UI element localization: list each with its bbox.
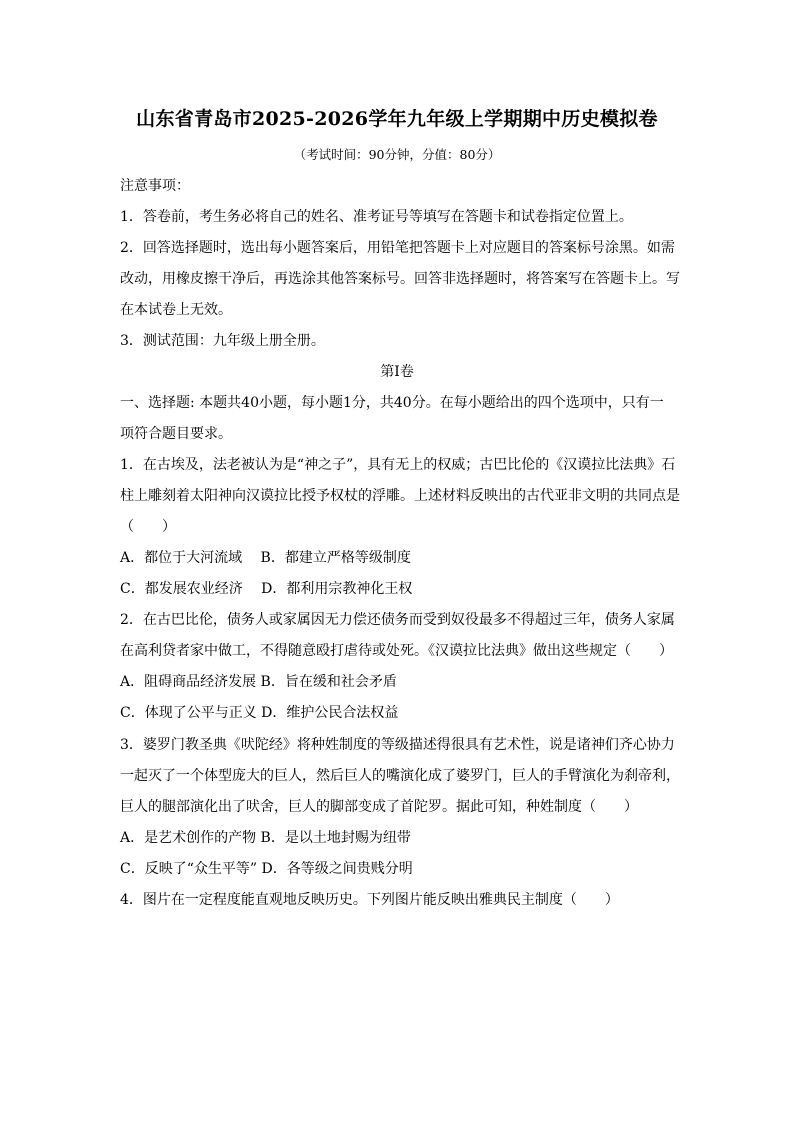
question-stem: 3．婆罗门教圣典《吠陀经》将种姓制度的等级描述得很具有艺术性，说是诸神们齐心协力 (120, 737, 675, 753)
note-item: 改动，用橡皮擦干净后，再选涂其他答案标号。回答非选择题时，将答案写在答题卡上。写 (120, 271, 680, 287)
note-item: 在本试卷上无效。 (120, 302, 232, 318)
question-options: A．阻碍商品经济发展 B．旨在缓和社会矛盾 (120, 674, 397, 690)
page-title: 山东省青岛市2025-2026学年九年级上学期期中历史模拟卷 (136, 108, 658, 130)
question-options: C．体现了公平与正义 D．维护公民合法权益 (120, 705, 399, 721)
question-stem: 柱上雕刻着太阳神向汉谟拉比授予权杖的浮雕。上述材料反映出的古代亚非文明的共同点是 (120, 488, 680, 504)
question-stem: 巨人的腿部演化出了吠舍，巨人的脚部变成了首陀罗。据此可知，种姓制度（ ） (120, 799, 638, 815)
note-item: 3．测试范围：九年级上册全册。 (120, 333, 325, 349)
note-item: 2．回答选择题时，选出每小题答案后，用铅笔把答题卡上对应题目的答案标号涂黑。如需 (120, 240, 675, 256)
question-stem: 一起灭了一个体型庞大的巨人，然后巨人的嘴演化成了婆罗门，巨人的手臂演化为刹帝利， (120, 768, 680, 784)
notes-heading: 注意事项： (120, 178, 190, 194)
note-item: 1．答卷前，考生务必将自己的姓名、准考证号等填写在答题卡和试卷指定位置上。 (120, 209, 633, 225)
volume-heading: 第Ⅰ卷 (380, 364, 414, 380)
question-options: C．都发展农业经济 D．都利用宗教神化王权 (120, 581, 413, 597)
question-stem: 2．在古巴比伦，债务人或家属因无力偿还债务而受到奴役最多不得超过三年，债务人家属 (120, 612, 675, 628)
question-options: C．反映了“众生平等” D．各等级之间贵贱分明 (120, 861, 413, 877)
question-stem: 在高利贷者家中做工，不得随意殴打虐待或处死。《汉谟拉比法典》做出这些规定（ ） (120, 643, 673, 659)
question-options: A．都位于大河流域 B．都建立严格等级制度 (120, 550, 411, 566)
exam-time-score: （考试时间：90分钟，分值：80分） (293, 147, 501, 162)
answer-blank: （ ） (120, 519, 176, 535)
question-stem: 1．在古埃及，法老被认为是“神之子”，具有无上的权威；古巴比伦的《汉谟拉比法典》石 (120, 457, 676, 473)
section-instructions: 一、选择题: 本题共40小题，每小题1分，共40分。在每小题给出的四个选项中，只有一 (120, 395, 664, 411)
question-options: A．是艺术创作的产物 B．是以土地封赐为纽带 (120, 830, 411, 846)
section-instructions: 项符合题目要求。 (120, 426, 232, 442)
question-stem: 4．图片在一定程度能直观地反映历史。下列图片能反映出雅典民主制度（ ） (120, 892, 619, 908)
